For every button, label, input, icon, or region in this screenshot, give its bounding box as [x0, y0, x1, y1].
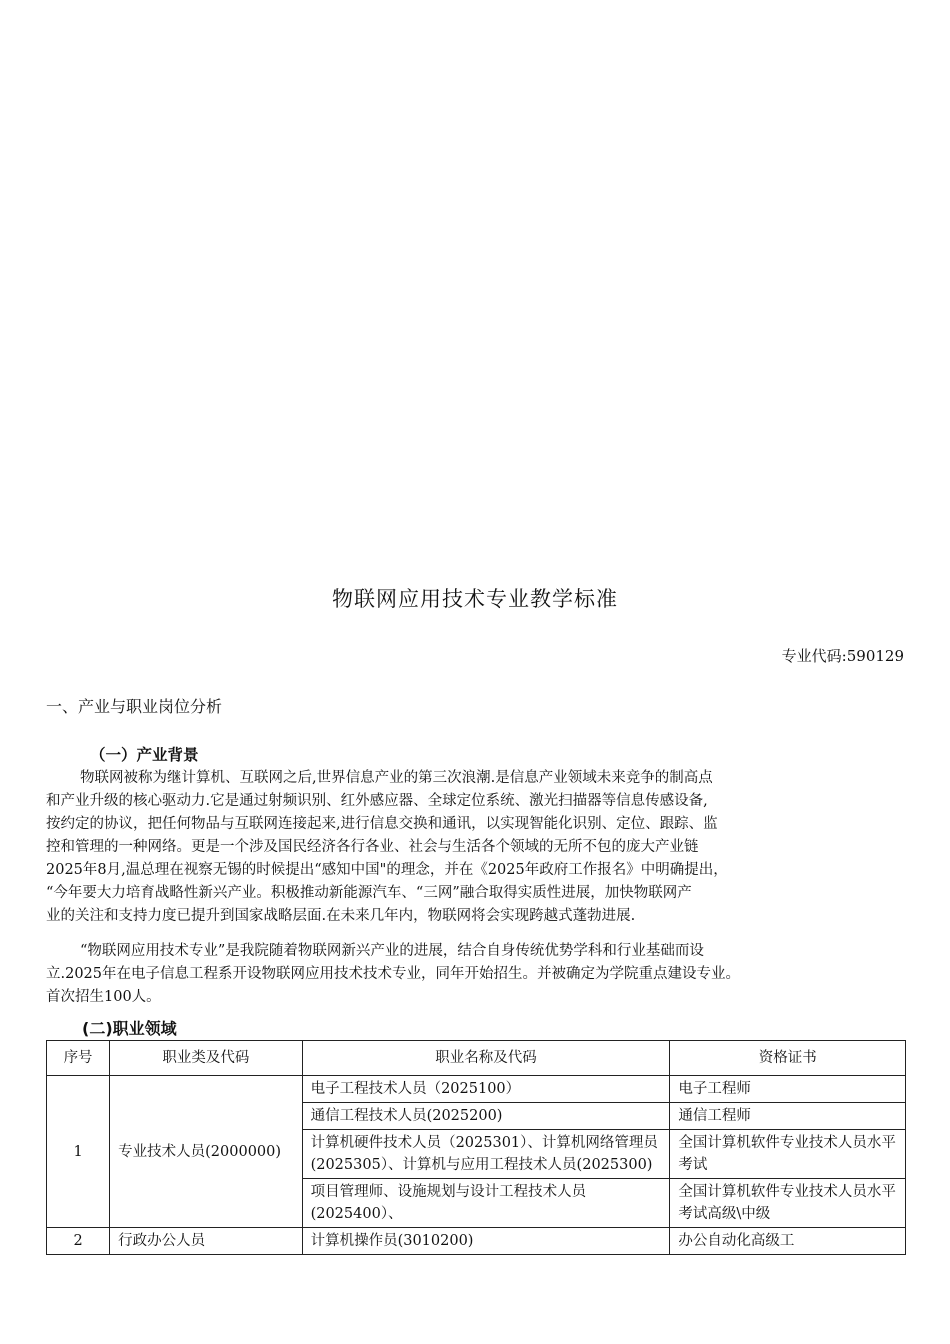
- cell-no: 2: [47, 1228, 110, 1255]
- cell-occupation: 项目管理师、设施规划与设计工程技术人员(2025400）、: [302, 1179, 670, 1228]
- table-header-row: [47, 1041, 906, 1076]
- cell-certificate: 电子工程师: [670, 1076, 906, 1103]
- table-row: [47, 1076, 906, 1103]
- header-no: 序号: [47, 1041, 110, 1076]
- paragraph-line: 和产业升级的核心驱动力.它是通过射频识别、红外感应器、全球定位系统、激光扫描器等信息传感设备,: [46, 793, 708, 809]
- paragraph-line: 首次招生100人。: [46, 989, 161, 1005]
- header-certificate: 资格证书: [670, 1041, 906, 1076]
- cell-certificate: 全国计算机软件专业技术人员水平考试高级\中级: [670, 1179, 906, 1228]
- cell-certificate: 全国计算机软件专业技术人员水平考试: [670, 1130, 906, 1179]
- table-row: [47, 1228, 906, 1255]
- header-category: 职业类及代码: [110, 1041, 302, 1076]
- paragraph-major-intro: [46, 940, 908, 1009]
- paragraph-line: 按约定的协议，把任何物品与互联网连接起来,进行信息交换和通讯，以实现智能化识别、定位、跟踪、监: [46, 816, 718, 832]
- document-title: 物联网应用技术专业教学标准: [332, 587, 618, 611]
- occupation-table: [46, 1040, 906, 1255]
- paragraph-line: 立.2025年在电子信息工程系开设物联网应用技术技术专业，同年开始招生。并被确定为学院重点建设专业。: [46, 966, 741, 982]
- cell-certificate: 办公自动化高级工: [670, 1228, 906, 1255]
- paragraph-line: 物联网被称为继计算机、互联网之后,世界信息产业的第三次浪潮.是信息产业领域未来竞争的制高点: [80, 770, 713, 786]
- paragraph-line: “今年要大力培育战略性新兴产业。积极推动新能源汽车、“三网”融合取得实质性进展，加快物联网产: [46, 885, 692, 901]
- cell-occupation: 电子工程技术人员（2025100）: [302, 1076, 670, 1103]
- cell-certificate: 通信工程师: [670, 1103, 906, 1130]
- header-occupation: 职业名称及代码: [302, 1041, 670, 1076]
- paragraph-line: 2025年8月,温总理在视察无锡的时候提出“感知中国"的理念，并在《2025年政府工作报名》中明确提出，: [46, 862, 728, 878]
- cell-category: 专业技术人员(2000000): [110, 1076, 302, 1228]
- cell-occupation: 计算机硬件技术人员（2025301）、计算机网络管理员(2025305）、计算机与应用工程技术人员(2025300): [302, 1130, 670, 1179]
- cell-occupation: 通信工程技术人员(2025200): [302, 1103, 670, 1130]
- paragraph-line: 业的关注和支持力度已提升到国家战略层面.在未来几年内，物联网将会实现跨越式蓬勃进展.: [46, 908, 636, 924]
- cell-occupation: 计算机操作员(3010200): [302, 1228, 670, 1255]
- major-code: 专业代码:590129: [781, 647, 904, 665]
- paragraph-line: 控和管理的一种网络。更是一个涉及国民经济各行各业、社会与生活各个领域的无所不包的庞大产业链: [46, 839, 699, 855]
- paragraph-industry-background: [46, 767, 908, 928]
- subsection-heading-background: （一）产业背景: [90, 745, 199, 764]
- subsection-heading-occupation: (二)职业领域: [82, 1019, 177, 1038]
- cell-category: 行政办公人员: [110, 1228, 302, 1255]
- paragraph-line: “物联网应用技术专业”是我院随着物联网新兴产业的进展，结合自身传统优势学科和行业基础而设: [80, 943, 704, 959]
- section-heading: 一、产业与职业岗位分析: [46, 697, 223, 716]
- cell-no: 1: [47, 1076, 110, 1228]
